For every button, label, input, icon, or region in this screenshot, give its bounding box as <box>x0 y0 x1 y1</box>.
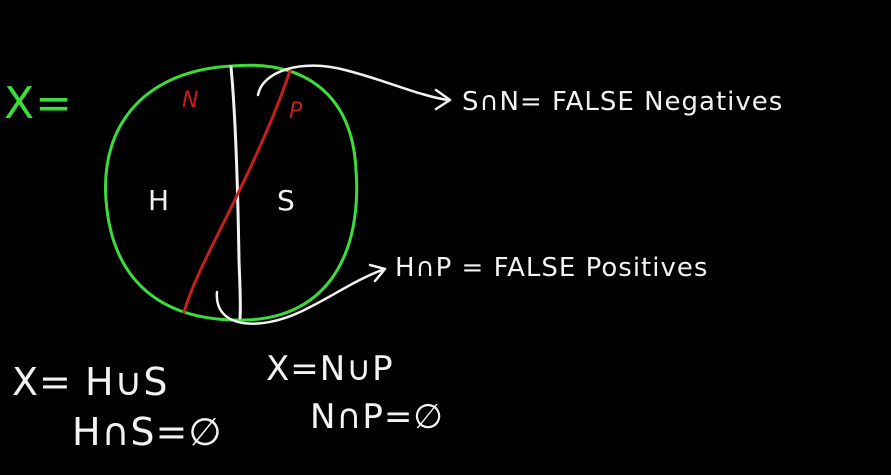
region-h-label: H <box>148 184 171 217</box>
region-s-label: S <box>277 184 296 217</box>
region-p-label: P <box>289 99 304 124</box>
equation-x-equals-n-union-p: X=N∪P <box>266 349 394 389</box>
region-n-label: N <box>182 88 200 113</box>
equation-n-intersect-p-empty: N∩P=∅ <box>310 397 444 437</box>
universe-label: X= <box>4 78 74 129</box>
equation-h-intersect-s-empty: H∩S=∅ <box>72 410 223 454</box>
false-negatives-annotation: S∩N= FALSE Negatives <box>462 87 784 117</box>
equation-x-equals-h-union-s: X= H∪S <box>12 360 169 404</box>
false-positives-annotation: H∩P = FALSE Positives <box>395 253 709 283</box>
